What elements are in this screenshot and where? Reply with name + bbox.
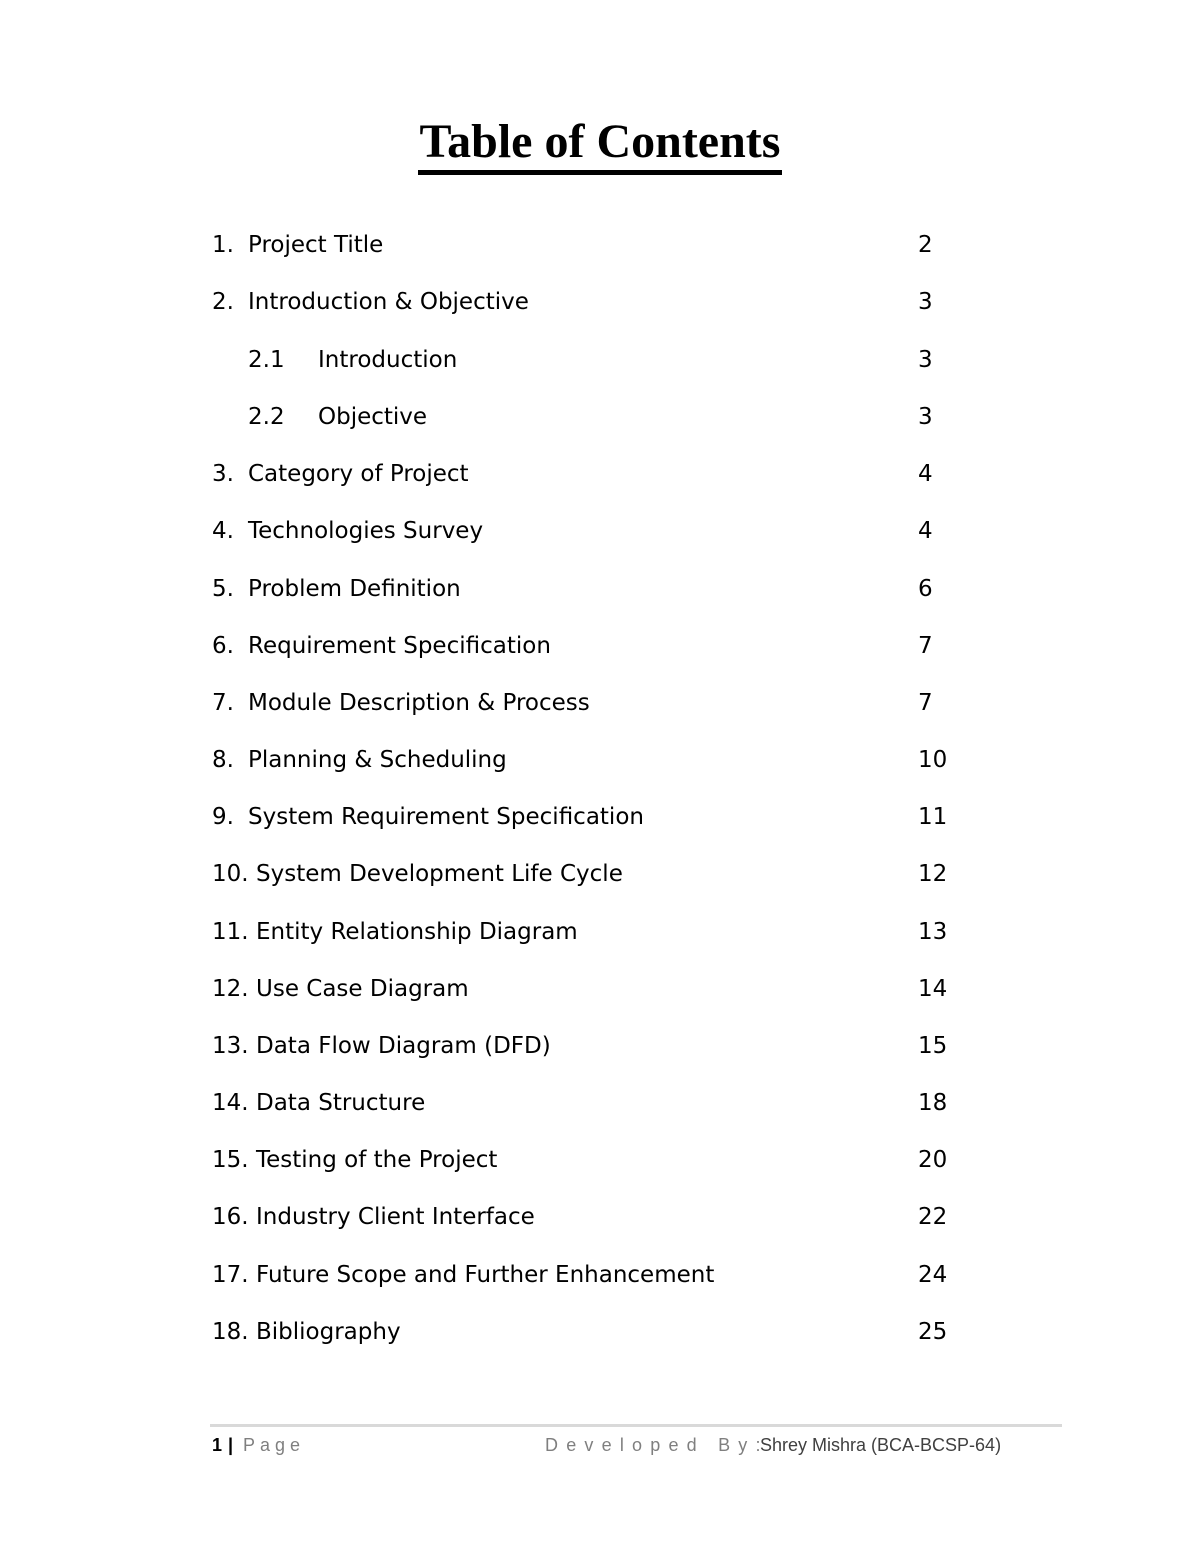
toc-entry-page: 14 — [918, 976, 948, 1002]
toc-entry-page: 2 — [918, 232, 933, 258]
toc-entry[interactable] — [0, 285, 1200, 319]
toc-entry[interactable] — [0, 572, 1200, 606]
toc-entry-number: 1. — [212, 232, 234, 258]
toc-entry-page: 3 — [918, 289, 933, 315]
toc-entry-page: 4 — [918, 461, 933, 487]
toc-entry-number: 8. — [212, 747, 234, 773]
toc-entry-number: 17. — [212, 1262, 249, 1288]
toc-entry-number: 15. — [212, 1147, 249, 1173]
toc-entry[interactable] — [0, 800, 1200, 834]
toc-entry-page: 4 — [918, 518, 933, 544]
toc-entry-title: Technologies Survey — [248, 518, 484, 544]
toc-entry-title: System Development Life Cycle — [256, 861, 623, 887]
toc-entry-title: Module Description & Process — [248, 690, 590, 716]
toc-entry-number: 13. — [212, 1033, 249, 1059]
toc-entry-title: System Requirement Specification — [248, 804, 644, 830]
toc-entry-number: 7. — [212, 690, 234, 716]
toc-entry-number: 2. — [212, 289, 234, 315]
toc-entry-title: Objective — [318, 404, 428, 430]
toc-entry-title: Planning & Scheduling — [248, 747, 507, 773]
toc-subentry[interactable] — [0, 343, 1200, 377]
toc-entry-number: 18. — [212, 1319, 249, 1345]
toc-entry-page: 18 — [918, 1090, 948, 1116]
page-title-text: Table of Contents — [418, 114, 783, 175]
toc-entry-page: 25 — [918, 1319, 948, 1345]
toc-entry-page: 3 — [918, 404, 933, 430]
toc-entry[interactable] — [0, 1029, 1200, 1063]
toc-entry[interactable] — [0, 972, 1200, 1006]
footer-page-label: Page — [243, 1435, 306, 1455]
toc-entry-page: 22 — [918, 1204, 948, 1230]
toc-subentry[interactable] — [0, 400, 1200, 434]
toc-entry-page: 6 — [918, 576, 933, 602]
toc-entry-number: 6. — [212, 633, 234, 659]
page-footer — [0, 1431, 1200, 1459]
toc-entry-title: Category of Project — [248, 461, 469, 487]
toc-entry[interactable] — [0, 686, 1200, 720]
toc-entry[interactable] — [0, 1315, 1200, 1349]
toc-entry[interactable] — [0, 457, 1200, 491]
footer-developed-by: Developed By: — [545, 1435, 769, 1455]
toc-entry-title: Industry Client Interface — [256, 1204, 535, 1230]
toc-entry-page: 7 — [918, 633, 933, 659]
toc-entry-page: 15 — [918, 1033, 948, 1059]
toc-entry[interactable] — [0, 514, 1200, 548]
toc-entry-number: 9. — [212, 804, 234, 830]
toc-entry-number: 10. — [212, 861, 249, 887]
toc-entry-page: 13 — [918, 919, 948, 945]
toc-entry-number: 14. — [212, 1090, 249, 1116]
footer-author: Shrey Mishra (BCA-BCSP-64) — [760, 1435, 1002, 1455]
footer-divider — [210, 1424, 1062, 1427]
toc-entry-title: Bibliography — [256, 1319, 401, 1345]
toc-entry-title: Introduction & Objective — [248, 289, 529, 315]
toc-entry-number: 5. — [212, 576, 234, 602]
toc-entry[interactable] — [0, 1086, 1200, 1120]
toc-entry-title: Problem Definition — [248, 576, 461, 602]
toc-entry-page: 20 — [918, 1147, 948, 1173]
toc-entry-number: 16. — [212, 1204, 249, 1230]
toc-entry[interactable] — [0, 857, 1200, 891]
toc-entry-title: Project Title — [248, 232, 384, 258]
toc-entry[interactable] — [0, 1200, 1200, 1234]
toc-entry-number: 2.2 — [248, 404, 285, 430]
toc-entry[interactable] — [0, 228, 1200, 262]
toc-entry-page: 11 — [918, 804, 948, 830]
toc-entry-title: Use Case Diagram — [256, 976, 469, 1002]
toc-entry-page: 10 — [918, 747, 948, 773]
toc-entry-title: Entity Relationship Diagram — [256, 919, 578, 945]
toc-entry-title: Requirement Specification — [248, 633, 551, 659]
toc-entry-number: 12. — [212, 976, 249, 1002]
toc-entry[interactable] — [0, 629, 1200, 663]
toc-entry-page: 7 — [918, 690, 933, 716]
footer-separator: | — [228, 1435, 234, 1455]
toc-entry-number: 11. — [212, 919, 249, 945]
toc-entry-title: Future Scope and Further Enhancement — [256, 1262, 715, 1288]
toc-entry-page: 24 — [918, 1262, 948, 1288]
toc-entry-title: Data Flow Diagram (DFD) — [256, 1033, 551, 1059]
toc-entry-number: 2.1 — [248, 347, 285, 373]
toc-entry[interactable] — [0, 915, 1200, 949]
footer-page-number: 1 — [212, 1435, 223, 1455]
toc-entry-page: 12 — [918, 861, 948, 887]
toc-entry[interactable] — [0, 1143, 1200, 1177]
toc-entry-title: Data Structure — [256, 1090, 426, 1116]
toc-entry[interactable] — [0, 1258, 1200, 1292]
toc-entry-page: 3 — [918, 347, 933, 373]
toc-entry[interactable] — [0, 743, 1200, 777]
toc-entry-number: 4. — [212, 518, 234, 544]
toc-entry-title: Testing of the Project — [256, 1147, 498, 1173]
toc-entry-number: 3. — [212, 461, 234, 487]
toc-entry-title: Introduction — [318, 347, 458, 373]
